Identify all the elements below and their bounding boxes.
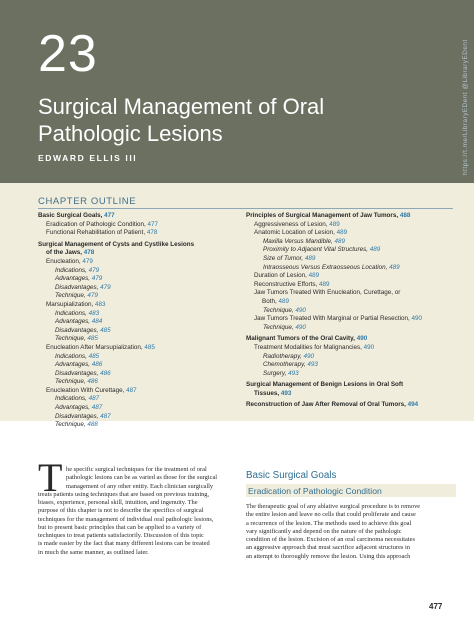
outline-entry[interactable] bbox=[246, 344, 456, 353]
outline-entry-title: Maxilla Versus Mandible, bbox=[263, 237, 333, 245]
text-line: The therapeutic goal of any ablative surgical procedure is to remove bbox=[246, 503, 421, 510]
outline-entry-title: Advantages, bbox=[55, 361, 91, 369]
outline-entry-page[interactable]: 489 bbox=[334, 237, 346, 245]
outline-entry-title: Enucleation After Marsupialization, bbox=[46, 343, 143, 351]
outline-entry[interactable] bbox=[246, 238, 456, 247]
outline-entry-page[interactable]: 493 bbox=[307, 361, 318, 369]
outline-entry-page[interactable]: 488 bbox=[87, 421, 98, 429]
outline-entry-title: Both, bbox=[262, 297, 277, 305]
text-line: a recurrence of the lesion. The methods used to achieve this goal bbox=[246, 519, 412, 527]
outline-entry-page[interactable]: 494 bbox=[407, 401, 419, 409]
outline-entry-title: Duration of Lesion, bbox=[254, 272, 307, 280]
outline-entry-title: Reconstructive Efforts, bbox=[254, 280, 318, 288]
outline-entry-title: Indications, bbox=[55, 352, 87, 360]
outline-entry[interactable] bbox=[38, 275, 233, 284]
text-line: is made easier by the fact that many different lesions can be treated bbox=[38, 540, 210, 548]
outline-entry-title: Aggressiveness of Lesion, bbox=[254, 220, 328, 228]
chapter-author: EDWARD ELLIS III bbox=[38, 153, 138, 163]
text-line: an attempt to thoroughly remove the lesion. Using this approach bbox=[246, 552, 411, 560]
chapter-outline-heading: CHAPTER OUTLINE bbox=[38, 196, 137, 207]
page-number: 477 bbox=[429, 602, 443, 611]
outline-entry[interactable] bbox=[246, 361, 456, 370]
outline-entry-page[interactable]: 489 bbox=[369, 246, 381, 254]
outline-entry[interactable] bbox=[38, 318, 233, 327]
outline-entry-title: Advantages, bbox=[55, 275, 91, 283]
outline-entry-title: Eradication of Pathologic Condition, bbox=[46, 220, 146, 228]
outline-entry[interactable] bbox=[246, 289, 456, 298]
outline-entry-title: Jaw Tumors Treated With Enucleation, Curettage, or bbox=[254, 289, 401, 297]
outline-entry-title: Indications, bbox=[55, 395, 87, 403]
outline-entry-title: Intraosseous Versus Extraosseous Location, bbox=[263, 263, 388, 271]
outline-entry-title: Technique, bbox=[263, 323, 294, 331]
outline-entry-title: Disadvantages, bbox=[55, 412, 99, 420]
outline-entry-page[interactable]: 479 bbox=[88, 266, 100, 274]
outline-entry[interactable] bbox=[246, 390, 456, 399]
outline-entry[interactable] bbox=[246, 401, 456, 410]
outline-entry[interactable] bbox=[246, 264, 456, 273]
outline-entry-title: Chemotherapy, bbox=[263, 361, 306, 369]
outline-entry-page[interactable]: 485 bbox=[144, 343, 155, 351]
outline-entry-title: Treatment Modalities for Malignancies, bbox=[254, 343, 362, 351]
outline-entry-page[interactable]: 489 bbox=[336, 229, 348, 237]
outline-entry-page[interactable]: 483 bbox=[95, 300, 106, 308]
outline-entry-page[interactable]: 487 bbox=[91, 404, 103, 412]
outline-entry[interactable] bbox=[38, 413, 233, 422]
outline-entry-page[interactable]: 490 bbox=[363, 343, 375, 351]
text-line: purpose of this chapter is not to describe the specifics of surgical bbox=[38, 507, 204, 515]
outline-entry-title: Proximity to Adjacent Vital Structures, bbox=[263, 246, 368, 254]
outline-entry-title: Indications, bbox=[55, 266, 87, 274]
outline-entry-page[interactable]: 478 bbox=[83, 249, 95, 257]
outline-entry-title: Size of Tumor, bbox=[263, 254, 304, 262]
outline-entry[interactable] bbox=[246, 381, 456, 390]
outline-entry-page[interactable]: 478 bbox=[146, 229, 158, 237]
outline-entry-page[interactable]: 493 bbox=[288, 369, 299, 377]
outline-entry-title: Indications, bbox=[55, 309, 87, 317]
chapter-title bbox=[38, 93, 438, 147]
intro-paragraph bbox=[38, 466, 234, 557]
watermark: https://t.me/LibraryEDent @LibraryEDent bbox=[462, 39, 469, 175]
outline-entry[interactable] bbox=[38, 292, 233, 301]
outline-entry[interactable] bbox=[38, 310, 233, 319]
outline-entry-page[interactable]: 489 bbox=[308, 272, 320, 280]
outline-entry-page[interactable]: 485 bbox=[88, 352, 100, 360]
text-line: treats patients using techniques that are based on previous training, bbox=[38, 490, 210, 498]
text-line: pathologic lesions can be as varied as those for the surgical bbox=[66, 474, 218, 482]
text-line: but to present basic principles that can be applied to a variety of bbox=[38, 523, 202, 531]
outline-entry[interactable] bbox=[246, 298, 456, 307]
outline-entry[interactable] bbox=[38, 353, 233, 362]
outline-entry-title: Technique, bbox=[55, 421, 86, 429]
outline-entry-title: Surgery, bbox=[263, 369, 287, 377]
outline-entry-page[interactable]: 479 bbox=[82, 257, 93, 265]
outline-entry-page[interactable]: 488 bbox=[399, 212, 411, 219]
outline-entry[interactable] bbox=[246, 212, 456, 221]
outline-entry-title: Surgical Management of Cysts and Cystlike Lesions bbox=[38, 240, 195, 248]
outline-entry[interactable] bbox=[38, 370, 233, 379]
outline-entry[interactable] bbox=[38, 344, 233, 353]
outline-entry[interactable] bbox=[38, 335, 233, 344]
outline-entry[interactable] bbox=[38, 249, 233, 258]
outline-entry[interactable] bbox=[38, 284, 233, 293]
outline-entry[interactable] bbox=[38, 267, 233, 276]
section-heading: Basic Surgical Goals bbox=[246, 470, 337, 481]
text-line: he specific surgical techniques for the treatment of oral bbox=[66, 466, 207, 473]
text-line: an aggressive approach that must sacrifice adjacent structures in bbox=[246, 544, 410, 552]
outline-entry[interactable] bbox=[38, 387, 233, 396]
outline-entry[interactable] bbox=[38, 361, 233, 370]
chapter-title-line: Pathologic Lesions bbox=[38, 121, 223, 146]
outline-entry-title: Principles of Surgical Management of Jaw Tumors, bbox=[246, 212, 399, 219]
outline-entry[interactable] bbox=[38, 212, 233, 221]
outline-entry-page[interactable]: 487 bbox=[88, 395, 100, 403]
outline-entry-title: Technique, bbox=[55, 335, 86, 343]
text-line: vary significantly and depend on the nature of the pathologic bbox=[246, 527, 402, 535]
outline-entry-page[interactable]: 486 bbox=[100, 369, 111, 377]
outline-entry-page[interactable]: 489 bbox=[329, 220, 340, 228]
outline-entry-page[interactable]: 489 bbox=[278, 297, 289, 305]
outline-entry[interactable] bbox=[38, 404, 233, 413]
outline-entry-title: Jaw Tumors Treated With Marginal or Partial Resection, bbox=[254, 315, 410, 323]
outline-entry[interactable] bbox=[38, 221, 233, 230]
text-line: the entire lesion and leave no cells that could proliferate and cause bbox=[246, 511, 416, 519]
outline-entry-title: Basic Surgical Goals, bbox=[38, 212, 103, 219]
outline-entry-page[interactable]: 489 bbox=[389, 263, 400, 271]
text-line: techniques to treat patients satisfactorily. Discussion of this topic bbox=[38, 532, 204, 539]
outline-entry[interactable] bbox=[38, 395, 233, 404]
outline-entry[interactable] bbox=[38, 378, 233, 387]
outline-entry-title: of the Jaws, bbox=[46, 249, 83, 257]
outline-entry-title: Advantages, bbox=[55, 318, 91, 326]
outline-entry[interactable] bbox=[246, 335, 456, 344]
outline-entry[interactable] bbox=[38, 301, 233, 310]
outline-entry[interactable] bbox=[246, 281, 456, 290]
outline-entry[interactable] bbox=[38, 327, 233, 336]
outline-entry-page[interactable]: 486 bbox=[87, 378, 98, 386]
outline-entry-page[interactable]: 486 bbox=[91, 361, 103, 369]
outline-entry-title: Reconstruction of Jaw After Removal of Oral Tumors, bbox=[246, 401, 406, 409]
section-paragraph bbox=[246, 503, 458, 561]
outline-entry-page[interactable]: 479 bbox=[87, 292, 98, 300]
outline-entry[interactable] bbox=[246, 272, 456, 281]
outline-entry-page[interactable]: 493 bbox=[280, 389, 292, 397]
drop-cap: T bbox=[38, 455, 63, 500]
text-line: biases, experience, personal skill, intuition, and ingenuity. The bbox=[38, 499, 198, 506]
chapter-number: 23 bbox=[38, 25, 98, 83]
outline-entry-title: Anatomic Location of Lesion, bbox=[254, 229, 335, 237]
outline-entry-page[interactable]: 487 bbox=[100, 412, 111, 420]
outline-entry-title: Marsupialization, bbox=[46, 300, 94, 308]
outline-entry-title: Advantages, bbox=[55, 404, 91, 412]
outline-entry-page[interactable]: 479 bbox=[100, 283, 111, 291]
outline-left-column bbox=[38, 212, 233, 430]
outline-entry[interactable] bbox=[38, 258, 233, 267]
outline-entry[interactable] bbox=[246, 315, 456, 324]
outline-entry[interactable] bbox=[246, 246, 456, 255]
text-line: in much the same manner, as outlined later. bbox=[38, 548, 149, 556]
outline-entry-page[interactable]: 485 bbox=[100, 326, 111, 334]
outline-entry-page[interactable]: 487 bbox=[126, 386, 137, 394]
outline-entry-title: Enucleation With Curettage, bbox=[46, 386, 125, 394]
outline-entry[interactable] bbox=[38, 229, 233, 238]
outline-entry[interactable] bbox=[38, 241, 233, 250]
outline-entry-title: Radiotherapy, bbox=[263, 352, 302, 360]
outline-entry-page[interactable]: 484 bbox=[91, 318, 103, 326]
outline-entry[interactable] bbox=[246, 324, 456, 333]
outline-entry-page[interactable]: 483 bbox=[88, 309, 100, 317]
outline-entry[interactable] bbox=[246, 255, 456, 264]
outline-entry-page[interactable]: 490 bbox=[295, 323, 306, 331]
outline-entry[interactable] bbox=[246, 353, 456, 362]
outline-entry-title: Surgical Management of Benign Lesions in Oral Soft bbox=[246, 381, 404, 389]
outline-entry-page[interactable]: 490 bbox=[411, 315, 422, 323]
text-line: management of any other entity. Each clinician surgically bbox=[66, 482, 214, 490]
text-line: condition of the lesion. Excision of an oral carcinoma necessitates bbox=[246, 536, 415, 543]
outline-entry-title: Disadvantages, bbox=[55, 326, 99, 334]
outline-entry-title: Disadvantages, bbox=[55, 283, 99, 291]
outline-entry-title: Technique, bbox=[263, 306, 294, 314]
outline-entry[interactable] bbox=[246, 307, 456, 316]
chapter-title-line: Surgical Management of Oral bbox=[38, 94, 325, 119]
outline-entry-page[interactable]: 489 bbox=[304, 254, 316, 262]
outline-entry-page[interactable]: 490 bbox=[356, 335, 368, 343]
text-line: techniques for the management of individual oral pathologic lesions, bbox=[38, 515, 214, 523]
outline-entry-page[interactable]: 485 bbox=[87, 335, 98, 343]
outline-entry[interactable] bbox=[246, 229, 456, 238]
outline-entry[interactable] bbox=[246, 370, 456, 379]
outline-entry-title: Malignant Tumors of the Oral Cavity, bbox=[246, 335, 355, 343]
outline-entry-page[interactable]: 477 bbox=[147, 220, 159, 228]
outline-entry-title: Disadvantages, bbox=[55, 369, 99, 377]
outline-entry[interactable] bbox=[38, 421, 233, 430]
outline-entry-page[interactable]: 477 bbox=[104, 212, 115, 219]
outline-entry-title: Technique, bbox=[55, 378, 86, 386]
outline-entry-page[interactable]: 490 bbox=[303, 352, 315, 360]
outline-entry-title: Tissues, bbox=[254, 389, 280, 397]
outline-entry-page[interactable]: 489 bbox=[318, 280, 330, 288]
outline-entry[interactable] bbox=[246, 221, 456, 230]
outline-entry-title: Enucleation, bbox=[46, 257, 81, 265]
outline-right-column bbox=[246, 212, 456, 410]
outline-entry-title: Technique, bbox=[55, 292, 86, 300]
subsection-heading: Eradication of Pathologic Condition bbox=[248, 486, 382, 496]
outline-entry-title: Functional Rehabilitation of Patient, bbox=[46, 229, 146, 237]
outline-entry-page[interactable]: 479 bbox=[91, 275, 103, 283]
outline-divider bbox=[38, 208, 453, 209]
outline-entry-page[interactable]: 490 bbox=[295, 306, 306, 314]
